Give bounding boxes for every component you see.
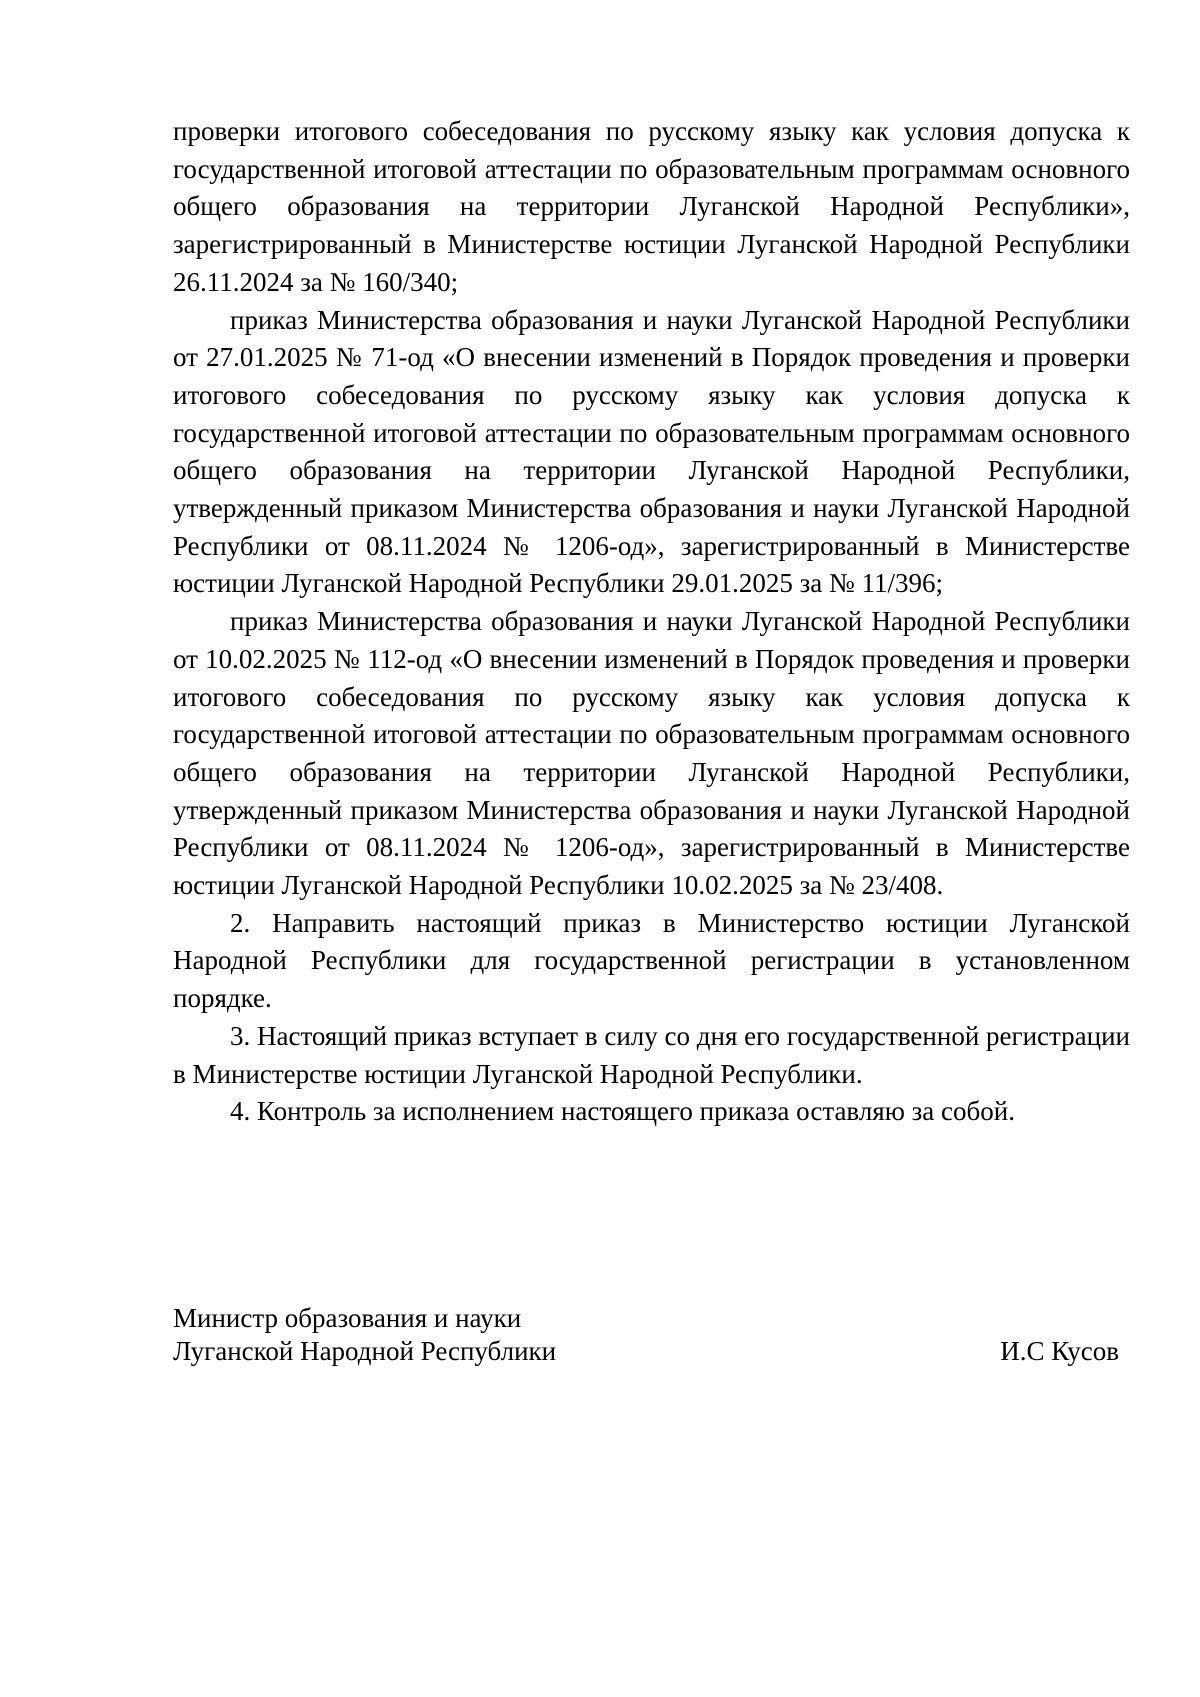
signatory-title-line-1: Министр образования и науки <box>173 1303 522 1333</box>
signatory-name: И.С Кусов <box>1000 1336 1119 1366</box>
signatory-title-line-2: Луганской Народной Республики <box>173 1336 557 1366</box>
paragraph-item-2: 2. Направить настоящий приказ в Министерство юстиции Луганской Народной Республики для государственной регистрации в установленном порядке. <box>173 907 1130 1014</box>
paragraph-item-3: 3. Настоящий приказ вступает в силу со дня его государственной регистрации в Министерстве юстиции Луганской Народной Республики. <box>173 1020 1130 1089</box>
paragraph-item-4: 4. Контроль за исполнением настоящего приказа оставляю за собой. <box>230 1096 1015 1127</box>
paragraph-continuation: проверки итогового собеседования по русскому языку как условия допуска к государственной итоговой аттестации по образовательным программам основного общего образования на территории Луганской Народной Республики», зарегистрированный в Министерстве юстиции Луганской Народной Республики 26.11.2024 за № 160/340; <box>173 116 1130 297</box>
signature-row <box>173 1335 1130 1368</box>
paragraph-order-71: приказ Министерства образования и науки Луганской Народной Республики от 27.01.2025 № 71-од «О внесении изменений в Порядок проведения и проверки итогового собеседования по русскому языку как условия допуска к государственной итоговой аттестации по образовательным программам основного общего образования на территории Луганской Народной Республики, утвержденный приказом Министерства образования и науки Луганской Народной Республики от 08.11.2024 № 1206-од», зарегистрированный в Министерстве юстиции Луганской Народной Республики 29.01.2025 за № 11/396; <box>173 304 1130 599</box>
document-body <box>173 113 1130 1131</box>
paragraph-order-112: приказ Министерства образования и науки Луганской Народной Республики от 10.02.2025 № 112-од «О внесении изменений в Порядок проведения и проверки итогового собеседования по русскому языку как условия допуска к государственной итоговой аттестации по образовательным программам основного общего образования на территории Луганской Народной Республики, утвержденный приказом Министерства образования и науки Луганской Народной Республики от 08.11.2024 № 1206-од», зарегистрированный в Министерстве юстиции Луганской Народной Республики 10.02.2025 за № 23/408. <box>173 606 1130 901</box>
signature-block <box>173 1302 1130 1368</box>
